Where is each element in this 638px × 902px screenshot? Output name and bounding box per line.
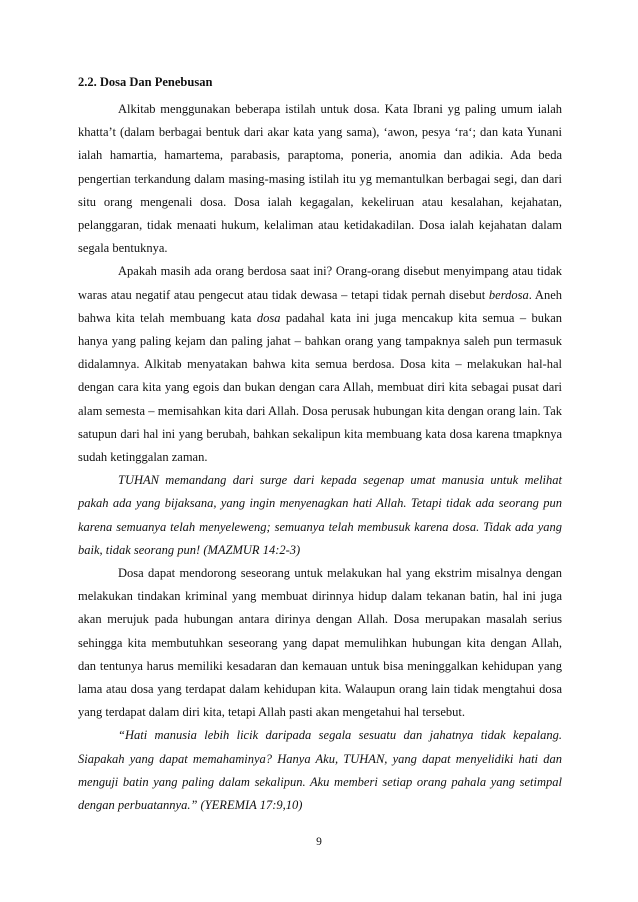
document-page	[78, 74, 562, 817]
page-number: 9	[316, 836, 322, 848]
paragraph-are-there-sinners: Apakah masih ada orang berdosa saat ini? Orang-orang disebut menyimpang atau tidak waras atau negatif atau pengecut atau tidak dewasa – tetapi tidak pernah disebut berdosa. Aneh bahwa kita telah membuang kata dosa padahal kata ini juga mencakup kita semua – bukan hanya yang paling kejam dan paling jahat – bahkan orang yang tampaknya saleh pun termasuk didalamnya. Alkitab menyatakan bahwa kita semua berdosa. Dosa kita – melakukan hal-hal dengan cara kita yang egois dan bukan dengan cara Allah, membuat diri kita sebagai pusat dari alam semesta – memisahkan kita dari Allah. Dosa perusak hubungan kita dengan orang lain. Tak satupun dari hal ini yang berubah, bahkan sekalipun kita membuang kata dosa karena tmapknya sudah ketinggalan zaman.	[78, 264, 562, 465]
quote-mazmur: TUHAN memandang dari surge dari kepada segenap umat manusia untuk melihat pakah ada yang bijaksana, yang ingin menyenagkan hati Allah. Tetapi tidak ada seorang pun karena semuanya telah menyeleweng; semuanya telah membusuk karena dosa. Tidak ada yang baik, tidak seorang pun! (MAZMUR 14:2-3)	[78, 473, 562, 557]
paragraph-sin-consequences: Dosa dapat mendorong seseorang untuk melakukan hal yang ekstrim misalnya dengan melakukan tindakan kriminal yang membuat dirinnya hidup dalam tekanan batin, hal ini juga akan merujuk pada hubungan antara dirinya dengan Allah. Dosa merupakan masalah serius sehingga kita membutuhkan seseorang yang dapat memulihkan hubungan kita dengan Allah, dan tentunya harus memiliki kesadaran dan kemauan untuk bisa meninggalkan kehidupan yang lama atau dosa yang terdapat dalam kehidupan kita. Walaupun orang lain tidak mengtahui dosa yang terdapat dalam diri kita, tetapi Allah pasti akan mengetahui hal tersebut.	[78, 566, 562, 720]
section-heading: 2.2. Dosa Dan Penebusan	[78, 75, 213, 89]
paragraph-definition-of-sin: Alkitab menggunakan beberapa istilah untuk dosa. Kata Ibrani yg paling umum ialah khatta’t (dalam berbagai bentuk dari akar kata yang sama), ‘awon, pesya ‘ra‘; dan kata Yunani ialah hamartia, hamartema, parabasis, paraptoma, poneria, anomia dan adikia. Ada beda pengertian terkandung dalam masing-masing istilah itu yg memantulkan berbagai segi, dan dari situ orang mengenali dosa. Dosa ialah kegagalan, kekeliruan atau kesalahan, kejahatan, pelanggaran, tidak menaati hukum, kelaliman atau ketidakadilan. Dosa ialah kejahatan dalam segala bentuknya.	[78, 102, 562, 256]
quote-yeremia: “Hati manusia lebih licik daripada segala sesuatu dan jahatnya tidak kepalang. Siapakah yang dapat memahaminya? Hanya Aku, TUHAN, yang dapat menyelidiki hati dan menguji batin yang paling dalam sekalipun. Aku memberi setiap orang pahala yang setimpal dengan perbuatannya.” (YEREMIA 17:9,10)	[78, 728, 562, 813]
